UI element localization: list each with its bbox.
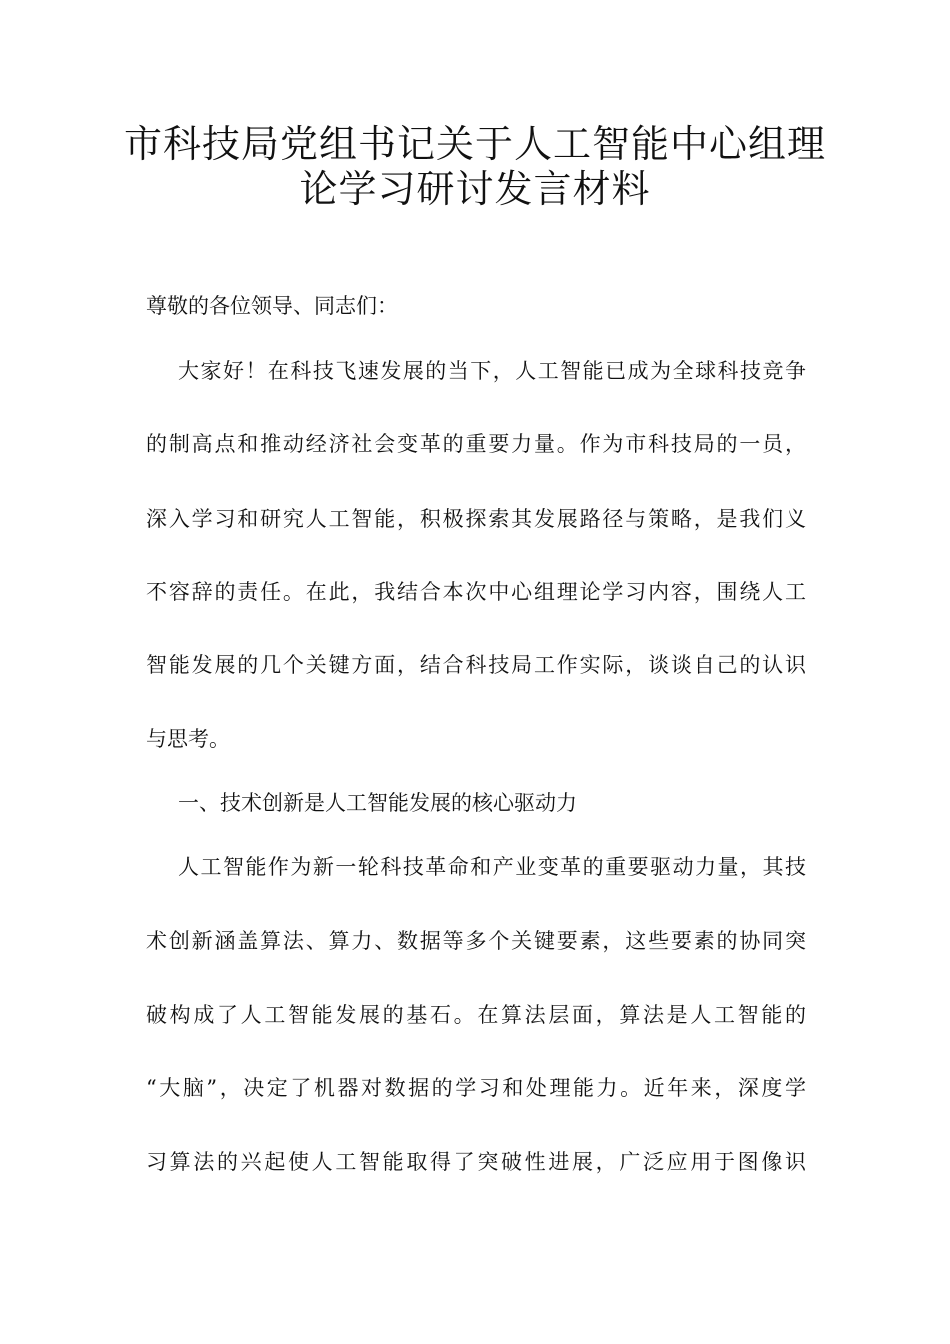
paragraph-line: 不容辞的责任。在此，我结合本次中心组理论学习内容，围绕人工 — [146, 580, 806, 604]
paragraph-line: 深入学习和研究人工智能，积极探索其发展路径与策略，是我们义 — [146, 507, 806, 531]
document-title-line-2: 论学习研讨发言材料 — [299, 167, 651, 211]
paragraph-line: 与思考。 — [146, 727, 230, 751]
section-heading: 一、技术创新是人工智能发展的核心驱动力 — [178, 791, 577, 815]
salutation: 尊敬的各位领导、同志们： — [146, 294, 398, 318]
document-title-line-1: 市科技局党组书记关于人工智能中心组理 — [123, 122, 826, 166]
paragraph-line: 人工智能作为新一轮科技革命和产业变革的重要驱动力量，其技 — [178, 855, 806, 879]
paragraph-line: 破构成了人工智能发展的基石。在算法层面，算法是人工智能的 — [146, 1003, 806, 1027]
paragraph-line: 习算法的兴起使人工智能取得了突破性进展，广泛应用于图像识 — [146, 1150, 806, 1174]
paragraph-line: “大脑”，决定了机器对数据的学习和处理能力。近年来，深度学 — [146, 1076, 806, 1100]
paragraph-line: 大家好！在科技飞速发展的当下，人工智能已成为全球科技竞争 — [178, 359, 806, 383]
paragraph-line: 术创新涵盖算法、算力、数据等多个关键要素，这些要素的协同突 — [146, 929, 806, 953]
paragraph-line: 智能发展的几个关键方面，结合科技局工作实际，谈谈自己的认识 — [146, 653, 806, 677]
paragraph-line: 的制高点和推动经济社会变革的重要力量。作为市科技局的一员， — [146, 432, 806, 456]
